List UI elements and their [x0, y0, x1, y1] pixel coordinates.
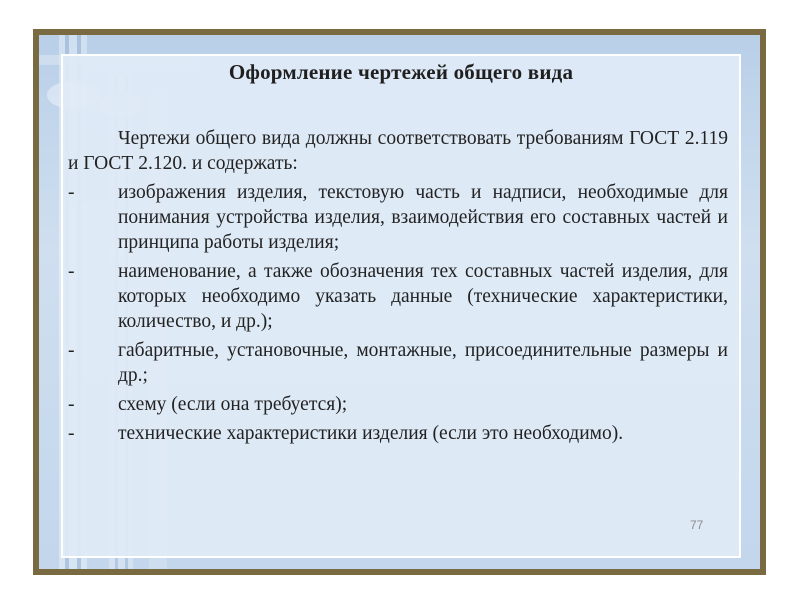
bullet-dash: - [68, 394, 75, 415]
list-item [68, 392, 728, 417]
list-item-text: наименование, а также обозначения тех составных частей изделия, для которых необходимо указать данные (технические характеристики, количество, и др.); [118, 261, 728, 332]
slide-body [68, 126, 728, 446]
slide-title: Оформление чертежей общего вида [228, 60, 574, 84]
list-item [68, 259, 728, 334]
intro-paragraph: Чертежи общего вида должны соответствовать требованиям ГОСТ 2.119 и ГОСТ 2.120. и содержать: [68, 128, 728, 174]
list-item-text: габаритные, установочные, монтажные, присоединительные размеры и др.; [118, 340, 728, 386]
list-item [68, 180, 728, 255]
list-item-text: технические характеристики изделия (если это необходимо). [118, 423, 624, 444]
bullet-dash: - [68, 261, 75, 282]
bullet-dash: - [68, 340, 75, 361]
bullet-dash: - [68, 182, 75, 203]
page-number: 77 [690, 518, 704, 532]
list-item-text: схему (если она требуется); [118, 394, 348, 415]
bullet-dash: - [68, 423, 75, 444]
list-item [68, 338, 728, 388]
list-item [68, 421, 728, 446]
list-item-text: изображения изделия, текстовую часть и надписи, необходимые для понимания устройства изделия, взаимодействия его составных частей и принципа работы изделия; [118, 182, 728, 253]
